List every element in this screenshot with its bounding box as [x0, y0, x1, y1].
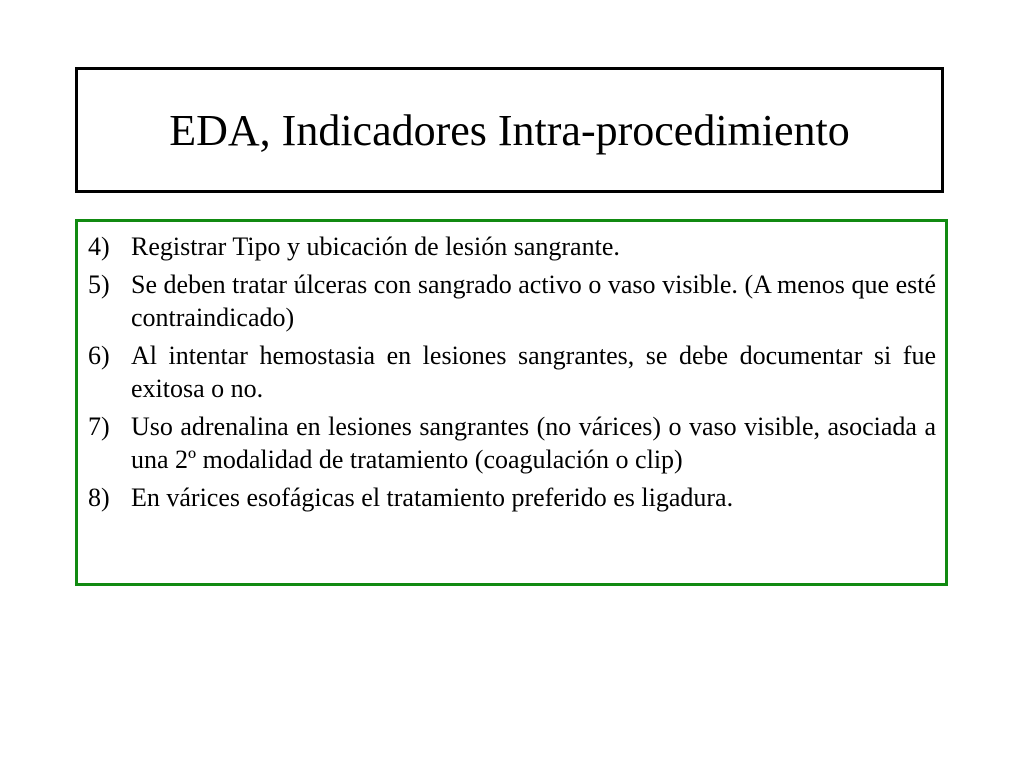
list-item — [88, 268, 936, 334]
list-item-number: 5) — [88, 270, 110, 299]
list-item — [88, 410, 936, 476]
list-item-text: Se deben tratar úlceras con sangrado activo o vaso visible. (A menos que esté contraindicado) — [131, 270, 936, 332]
list-item-text: Al intentar hemostasia en lesiones sangrantes, se debe documentar si fue exitosa o no. — [131, 341, 936, 403]
list-item-number: 4) — [88, 232, 110, 261]
list-item — [88, 230, 936, 263]
slide-title: EDA, Indicadores Intra-procedimiento — [169, 106, 850, 155]
list-item-text: Uso adrenalina en lesiones sangrantes (no várices) o vaso visible, asociada a una 2º modalidad de tratamiento (coagulación o clip) — [131, 412, 936, 474]
slide-title-box — [75, 67, 944, 193]
content-box — [75, 219, 948, 586]
list-item-text: En várices esofágicas el tratamiento preferido es ligadura. — [131, 483, 734, 512]
list-item-text: Registrar Tipo y ubicación de lesión sangrante. — [131, 232, 620, 261]
list-item — [88, 481, 936, 514]
list-item-number: 7) — [88, 412, 110, 441]
list-item — [88, 339, 936, 405]
list-item-number: 6) — [88, 341, 110, 370]
list-item-number: 8) — [88, 483, 110, 512]
